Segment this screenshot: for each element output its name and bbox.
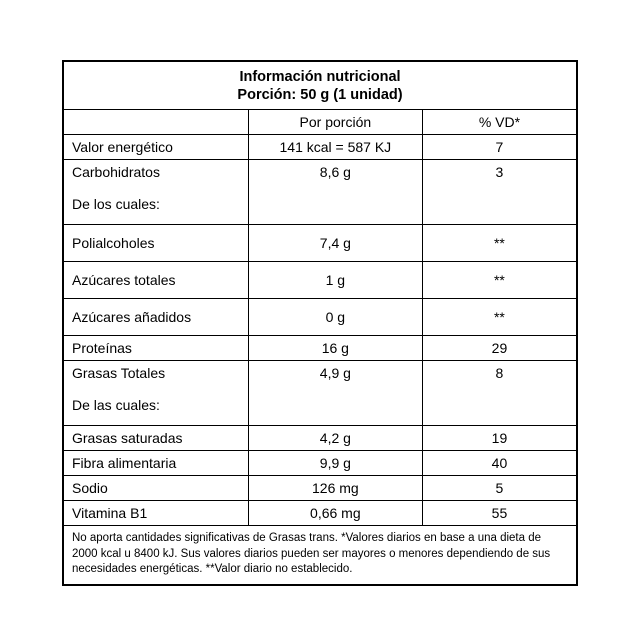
- nutrient-name: Azúcares totales: [64, 262, 248, 299]
- table-row: [64, 385, 576, 426]
- table-row: [64, 426, 576, 451]
- nutrient-daily-value: 29: [422, 336, 576, 361]
- table-row: [64, 299, 576, 336]
- nutrient-daily-value: 55: [491, 505, 508, 522]
- nutrient-amount: 141 kcal = 587 KJ: [248, 135, 422, 160]
- nutrient-amount: [248, 385, 422, 426]
- nutrient-amount: 9,9 g: [248, 451, 422, 476]
- nutrient-daily-value: **: [422, 299, 576, 336]
- nutrient-amount: 0,66 mg: [248, 501, 422, 526]
- nutrient-daily-value: 19: [422, 426, 576, 451]
- nutrient-name: Grasas saturadas: [64, 426, 248, 451]
- column-header-daily-value: % VD*: [422, 110, 576, 135]
- column-header-per-serving: Por porción: [248, 110, 422, 135]
- nutrient-daily-value: **: [422, 262, 576, 299]
- nutrient-daily-value: [422, 385, 576, 426]
- nutrient-name: Polialcoholes: [64, 225, 248, 262]
- nutrient-amount: 4,2 g: [248, 426, 422, 451]
- nutrient-amount: 0 g: [248, 299, 422, 336]
- nutrient-name: Carbohidratos: [64, 160, 248, 185]
- table-row: [64, 451, 576, 476]
- nutrition-table: [64, 110, 576, 525]
- table-header: [64, 110, 576, 135]
- nutrient-amount: 4,9 g: [248, 361, 422, 386]
- table-row: [64, 476, 576, 501]
- nutrient-amount: [248, 184, 422, 225]
- nutrient-daily-value: 5: [422, 476, 576, 501]
- nutrient-daily-value: 3: [495, 164, 504, 181]
- nutrient-name: Proteínas: [64, 336, 248, 361]
- nutrient-amount: 1 g: [248, 262, 422, 299]
- nutrient-daily-value: [422, 184, 576, 225]
- table-header-row: [64, 110, 576, 135]
- nutrient-amount: 16 g: [248, 336, 422, 361]
- table-row: [64, 225, 576, 262]
- table-row: [64, 184, 576, 225]
- column-header-nutrient: [64, 110, 248, 135]
- table-row: [64, 501, 576, 526]
- table-row: [64, 336, 576, 361]
- label-title: Información nutricional: [239, 69, 401, 85]
- nutrient-daily-value: **: [422, 225, 576, 262]
- table-row: [64, 262, 576, 299]
- label-footnote: No aporta cantidades significativas de Grasas trans. *Valores diarios en base a una dieta de 2000 kcal u 8400 kJ. Sus valores diarios pueden ser mayores o menores dependiendo de sus necesidades energéticas. **Valor diario no establecido.: [64, 525, 576, 584]
- nutrient-name: Fibra alimentaria: [64, 451, 248, 476]
- nutrient-daily-value: 40: [422, 451, 576, 476]
- nutrient-amount: 126 mg: [248, 476, 422, 501]
- nutrient-name: Vitamina B1: [64, 501, 248, 526]
- nutrient-daily-value: 7: [422, 135, 576, 160]
- nutrient-subgroup-label: De las cuales:: [64, 385, 248, 426]
- nutrient-amount: 7,4 g: [248, 225, 422, 262]
- label-title-block: [64, 62, 576, 110]
- table-row: [64, 361, 576, 386]
- nutrition-facts-panel: [62, 60, 578, 586]
- nutrient-name: Valor energético: [64, 135, 248, 160]
- label-serving-size: Porción: 50 g (1 unidad): [237, 87, 403, 104]
- nutrient-daily-value: 8: [495, 365, 504, 382]
- table-row: [64, 160, 576, 185]
- table-row: [64, 135, 576, 160]
- table-body: [64, 135, 576, 526]
- nutrient-name: Sodio: [64, 476, 248, 501]
- nutrient-subgroup-label: De los cuales:: [64, 184, 248, 225]
- nutrient-amount: 8,6 g: [248, 160, 422, 185]
- nutrient-name: Azúcares añadidos: [64, 299, 248, 336]
- nutrient-name: Grasas Totales: [64, 361, 248, 386]
